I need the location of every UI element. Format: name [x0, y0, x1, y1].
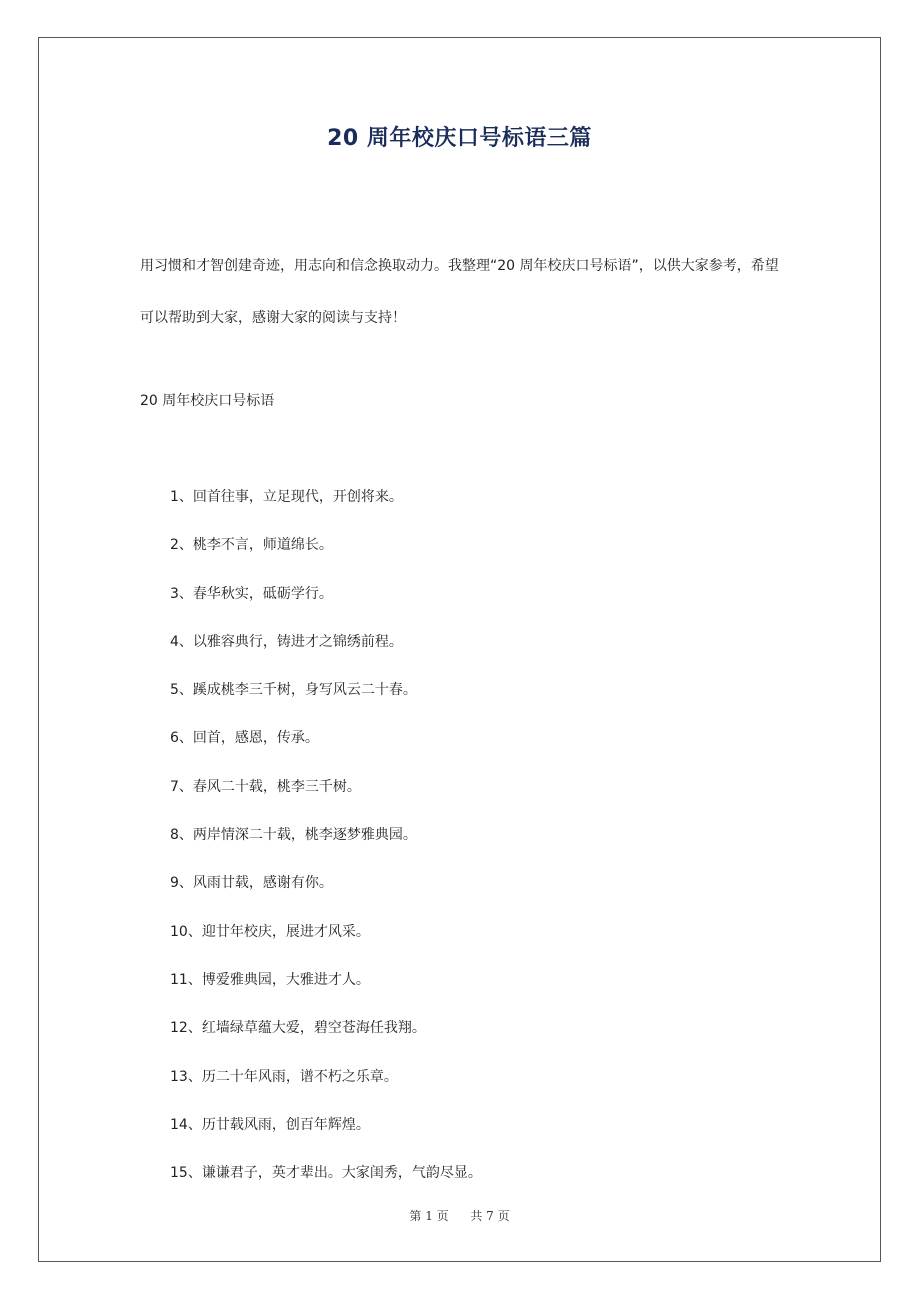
list-item: 14、历廿载风雨，创百年辉煌。: [170, 1116, 370, 1133]
intro-paragraph: 用习惯和才智创建奇迹，用志向和信念换取动力。我整理“20 周年校庆口号标语”，以供大家参考，希望可以帮助到大家，感谢大家的阅读与支持！: [140, 258, 779, 326]
page-number: 第 1 页: [409, 1209, 449, 1223]
list-item: 4、以雅容典行，铸进才之锦绣前程。: [170, 633, 403, 650]
list-item: 12、红墙绿草蕴大爱，碧空苍海任我翔。: [170, 1020, 426, 1037]
list-item: 1、回首往事，立足现代，开创将来。: [170, 489, 403, 505]
list-item: 11、博爱雅典园，大雅进才人。: [170, 971, 370, 988]
list-item: 10、迎廿年校庆，展进才风采。: [170, 923, 370, 940]
list-item: 6、回首，感恩，传承。: [170, 730, 319, 747]
section-heading: 20 周年校庆口号标语: [140, 393, 275, 409]
page-footer: [38, 1207, 881, 1224]
page-total: 共 7 页: [470, 1209, 510, 1223]
list-item: 3、春华秋实，砥砺学行。: [170, 585, 333, 602]
list-item: 2、桃李不言，师道绵长。: [170, 537, 333, 554]
document-title: 20 周年校庆口号标语三篇: [327, 126, 592, 151]
list-item: 8、两岸情深二十载，桃李逐梦雅典园。: [170, 827, 417, 844]
list-item: 7、春风二十载，桃李三千树。: [170, 778, 361, 795]
slogan-list: [170, 485, 482, 1209]
list-item: 5、蹊成桃李三千树，身写风云二十春。: [170, 682, 417, 699]
list-item: 13、历二十年风雨，谱不朽之乐章。: [170, 1068, 398, 1085]
list-item: 9、风雨廿载，感谢有你。: [170, 875, 333, 892]
list-item: 15、谦谦君子，英才辈出。大家闺秀，气韵尽显。: [170, 1165, 482, 1182]
